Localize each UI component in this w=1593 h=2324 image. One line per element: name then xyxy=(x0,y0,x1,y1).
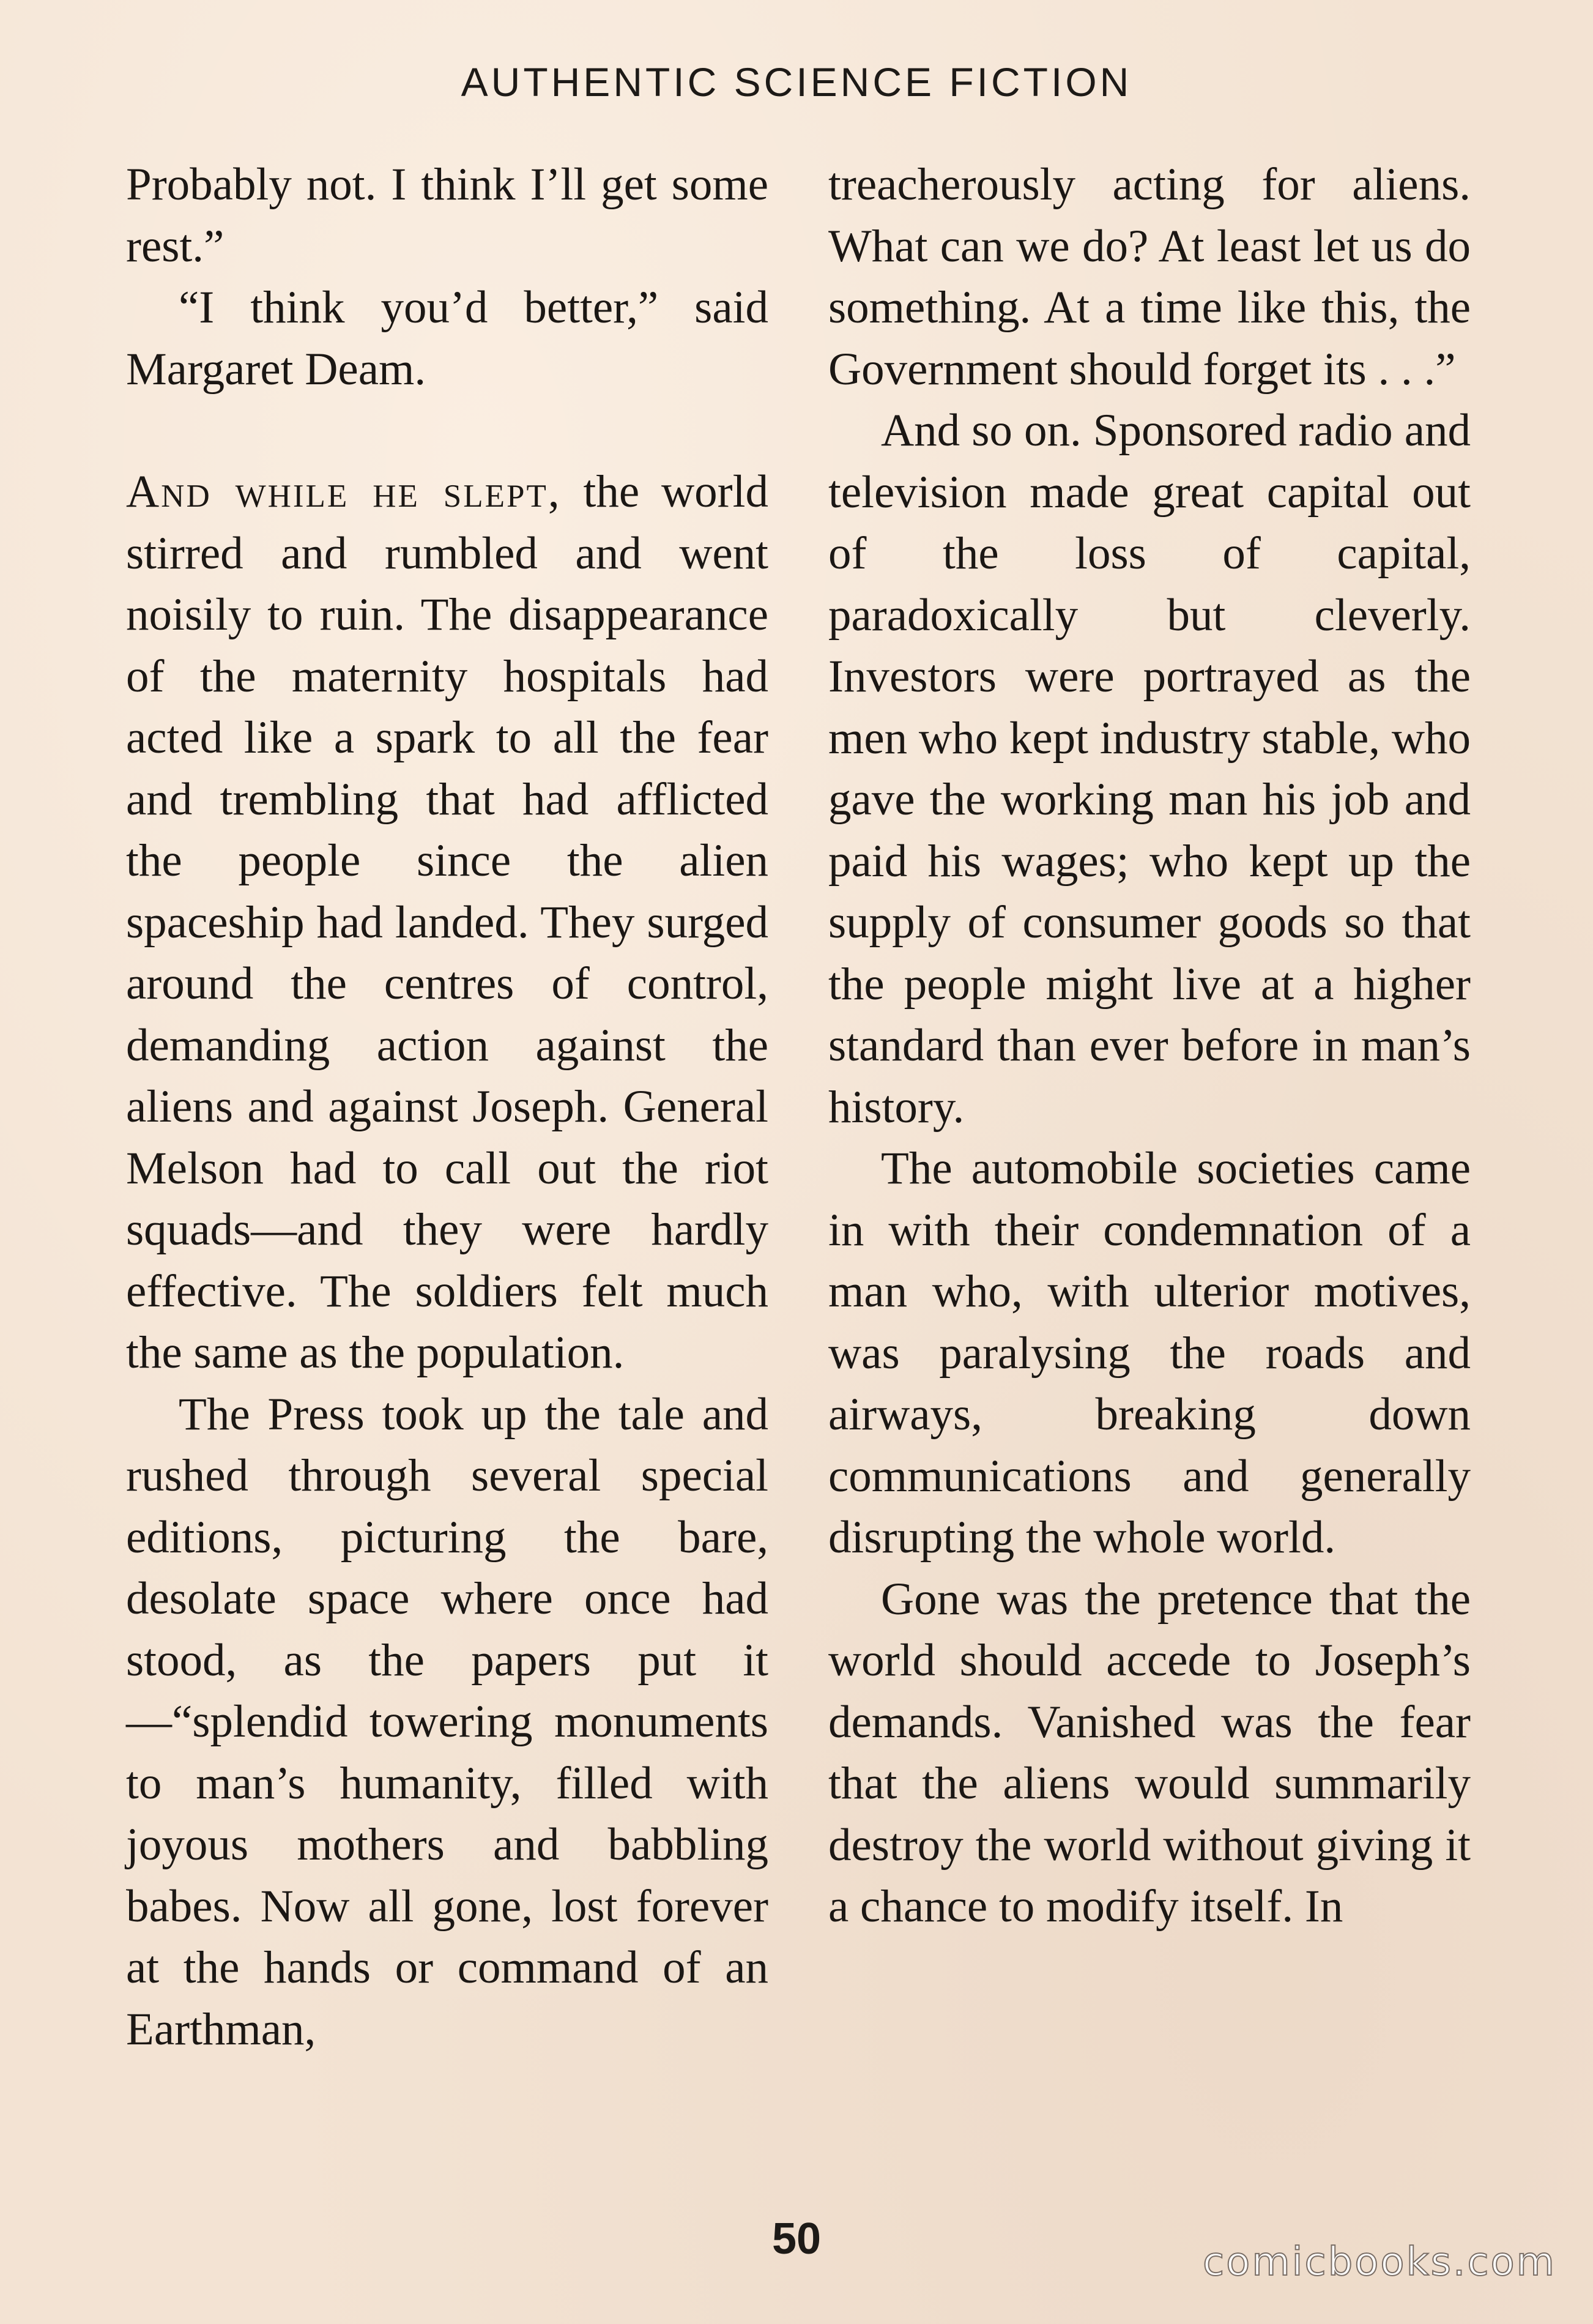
paragraph: “I think you’d better,” said Margaret Deam. xyxy=(126,282,768,395)
paragraph: Gone was the pretence that the world should accede to Joseph’s demands. Vanished was the fear that the aliens would summarily destroy the world without giving it a chance to modify itself. In xyxy=(828,1573,1471,1932)
watermark-logo: comicbooks.com xyxy=(1202,2240,1556,2285)
right-column xyxy=(828,154,1471,1938)
smallcaps-lead-in: And while he slept, xyxy=(126,466,562,517)
paragraph: Probably not. I think I’ll get some rest.” xyxy=(126,159,768,272)
paragraph: treacherously acting for aliens. What can we do? At least let us do something. At a time like this, the Government should forget its . . .” xyxy=(828,159,1471,395)
paragraph: And so on. Sponsored radio and television made great capital out of the loss of capital, paradoxically but cleverly. Investors were portrayed as the men who kept industry stable, who gave the working man his job and paid his wages; who kept up the supply of consumer goods so that the people might live at a higher standard than ever before in man’s history. xyxy=(828,405,1471,1133)
paragraph: The Press took up the tale and rushed through several special editions, picturing the bare, desolate space where once had stood, as the papers put it—“splendid towering monuments to man’s humanity, filled with joyous mothers and babbling babes. Now all gone, lost forever at the hands or command of an Earthman, xyxy=(126,1388,768,2055)
paragraph: The automobile societies came in with their condemnation of a man who, with ulterior motives, was paralysing the roads and airways, breaking down communications and generally disrupting the whole world. xyxy=(828,1143,1471,1563)
section-opening-paragraph xyxy=(126,461,768,1384)
left-column xyxy=(126,154,768,2060)
paragraph-text: the world stirred and rumbled and went noisily to ruin. The disappearance of the maternity hospitals had acted like a spark to all the fear and trembling that had afflicted the people since the alien spaceship had landed. They surged around the centres of control, demanding action against the aliens and against Joseph. General Melson had to call out the riot squads—and they were hardly effective. The soldiers felt much the same as the population. xyxy=(126,466,768,1378)
running-head: AUTHENTIC SCIENCE FICTION xyxy=(461,59,1132,105)
page-number: 50 xyxy=(771,2214,822,2263)
